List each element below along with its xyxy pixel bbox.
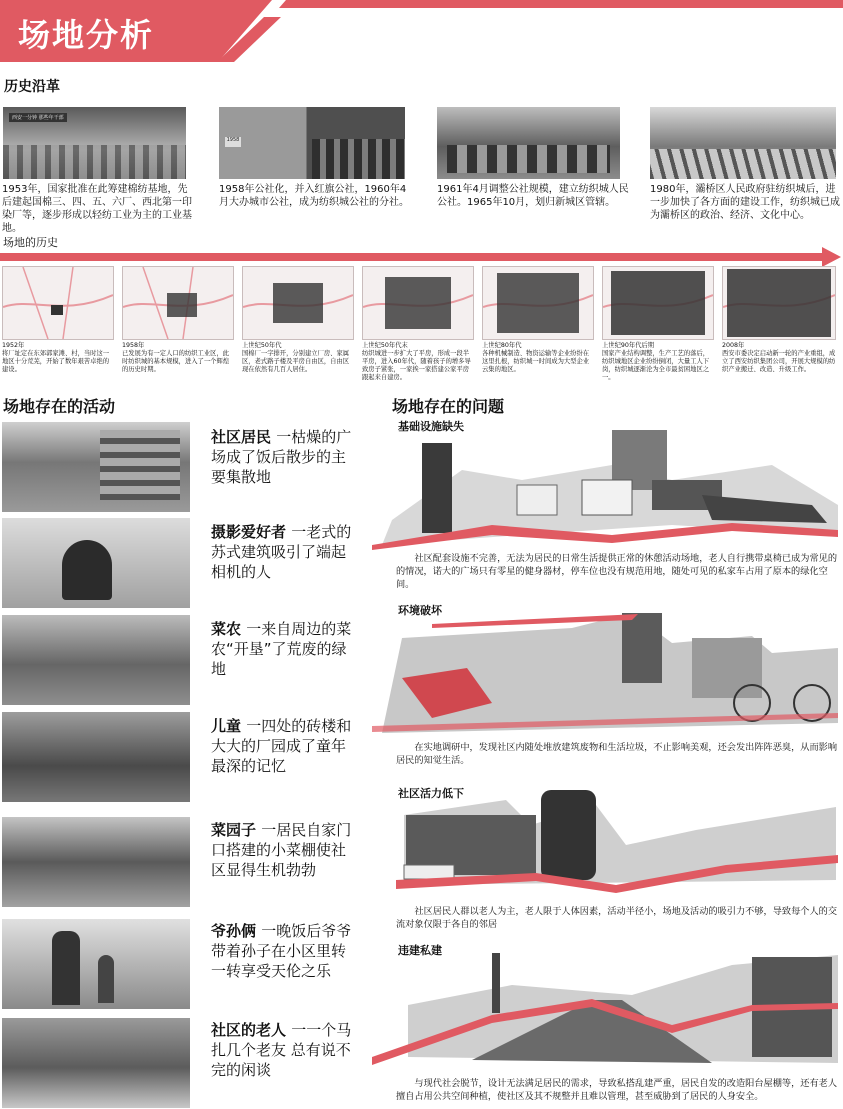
problem-text-illegal-building: 与现代社会脱节，设计无法满足居民的需求，导致私搭乱建严重，居民自发的改造阳台屋棚等，还有老人擅自占用公共空间种植，使社区及其不规整并且难以管理，甚至威胁到了居民的人身安全。 [396, 1078, 838, 1102]
activity-photo-photographer [2, 518, 190, 608]
site-history-text-2008: 2008年 西安市委决定启动新一轮的产业重组，成立了西安纺织集团公司，开展大规模的纺织产业搬迁、改造、升级工作。 [722, 342, 836, 373]
problem-title-illegal-building: 违建私建 [398, 944, 442, 957]
site-history-text-late-1950s: 上世纪50年代末 纺织城进一步扩大了平房，形成一段半平房，进入60年代，随着孩子的增多导致房子紧张，一家挨一家搭建公家平房跟起来自建房。 [362, 342, 471, 381]
activity-photo-elders [2, 1018, 190, 1108]
problem-image-illegal-building [372, 945, 838, 1075]
problem-text-environment: 在实地调研中，发现社区内随处堆放建筑废物和生活垃圾，不止影响美观，还会发出阵阵恶臭，从而影响居民的知觉生活。 [396, 742, 838, 766]
history-photo-1958 [219, 107, 405, 179]
activity-photographer: 摄影爱好者 一老式的苏式建筑吸引了端起相机的人 [211, 523, 352, 581]
activities-title: 场地存在的活动 [3, 397, 116, 416]
site-map-2008 [722, 266, 836, 340]
site-map-1990s [602, 266, 714, 340]
activity-grandpa: 爷孙俩 一晚饭后爷爷带着孙子在小区里转一转享受天伦之乐 [211, 922, 352, 980]
page-title: 场地分析 [18, 16, 155, 54]
problems-title: 场地存在的问题 [392, 397, 505, 416]
problem-image-infrastructure [372, 425, 838, 550]
problem-title-infrastructure: 基础设施缺失 [398, 420, 464, 433]
history-caption-1953: 1953年，国家批准在此筹建棉纺基地，先后建起国棉三、四、五、六厂、西北第一印染厂等，逐步形成以轻纺工业为主的工业基地。 [2, 184, 192, 234]
problem-title-environment: 环境破坏 [398, 604, 442, 617]
site-map-1980s [482, 266, 594, 340]
site-map-1952 [2, 266, 114, 340]
problem-text-vitality: 社区居民人群以老人为主，老人限于人体因素，活动半径小，场地及活动的吸引力不够，导致每个人的交流对象仅限于各自的邻居 [396, 906, 838, 930]
activity-elders: 社区的老人 一一个马扎几个老友 总有说不完的闲谈 [211, 1021, 352, 1079]
site-map-late-1950s [362, 266, 474, 340]
history-photo-1980 [650, 107, 836, 179]
site-history-text-1952: 1952年 将厂址定在东郊郭家滩、村，当时这一地区十分荒芜，开始了数年艰苦卓绝的建设。 [2, 342, 110, 373]
activity-photo-children [2, 712, 190, 802]
activity-photo-farmers [2, 615, 190, 705]
site-history-text-1990s: 上世纪90年代后期 国家产业结构调整，生产工艺的落后，纺织城地区企业纷纷倒闭，大量工人下岗，纺织城逐渐沦为全市最贫困地区之一。 [602, 342, 710, 381]
photo-caption: 西安一分钟 那些年干部 [9, 113, 67, 122]
activity-photo-garden [2, 817, 190, 907]
history-title: 历史沿革 [4, 79, 60, 95]
activity-garden: 菜园子 一居民自家门口搭建的小菜棚使社区显得生机勃勃 [211, 821, 352, 879]
history-caption-1980: 1980年，灞桥区人民政府驻纺织城后，进一步加快了各方面的建设工作，纺织城已成为灞桥区的政治、经济、文化中心。 [650, 184, 840, 221]
problem-text-infrastructure: 社区配套设施不完善，无法为居民的日常生活提供正常的休憩活动场地，老人自行携带桌椅已成为常见的的情况，诺大的广场只有零星的健身器材，停车位也没有规范用地，随处可见的私家车占用了原本的绿化空间。 [396, 553, 838, 590]
site-history-text-1958: 1958年 已发展为有一定人口的纺织工业区，此时纺织城的基本规模，进入了一个辉煌的历史时期。 [122, 342, 230, 373]
timeline-arrow [0, 246, 843, 268]
activity-photo-residents [2, 422, 190, 512]
activity-farmers: 菜农 一来自周边的菜农“开垦”了荒废的绿地 [211, 620, 352, 678]
site-history-title: 场地的历史 [3, 236, 58, 249]
problem-image-environment [372, 608, 838, 738]
activity-children: 儿童 一四处的砖楼和大大的厂园成了童年最深的记忆 [211, 717, 352, 775]
activity-photo-grandpa [2, 919, 190, 1009]
problem-image-vitality [396, 785, 838, 900]
photo-caption: 1958 [225, 137, 241, 147]
site-map-1950s [242, 266, 354, 340]
site-history-text-1980s: 上世纪80年代 各种机械制造、物资运输等企业纷纷在这里扎根，纺织城一时间成为大型企业云集的地区。 [482, 342, 590, 373]
history-photo-1961 [437, 107, 620, 179]
history-caption-1958: 1958年公社化，并入红旗公社，1960年4月大办城市公社，成为纺织城公社的分社。 [219, 184, 409, 208]
site-map-1958 [122, 266, 234, 340]
site-history-text-1950s: 上世纪50年代 国棉厂一字排开，分别建立厂房、家属区，老式路子楼及平房自由区，自由区现在依然有几百人居住。 [242, 342, 350, 373]
problem-title-vitality: 社区活力低下 [398, 787, 464, 800]
history-photo-1953 [3, 107, 186, 179]
activity-residents: 社区居民 一枯燥的广场成了饭后散步的主要集散地 [211, 428, 352, 486]
history-caption-1961: 1961年4月调整公社规模，建立纺织城人民公社。1965年10月，划归新城区管辖。 [437, 184, 629, 208]
